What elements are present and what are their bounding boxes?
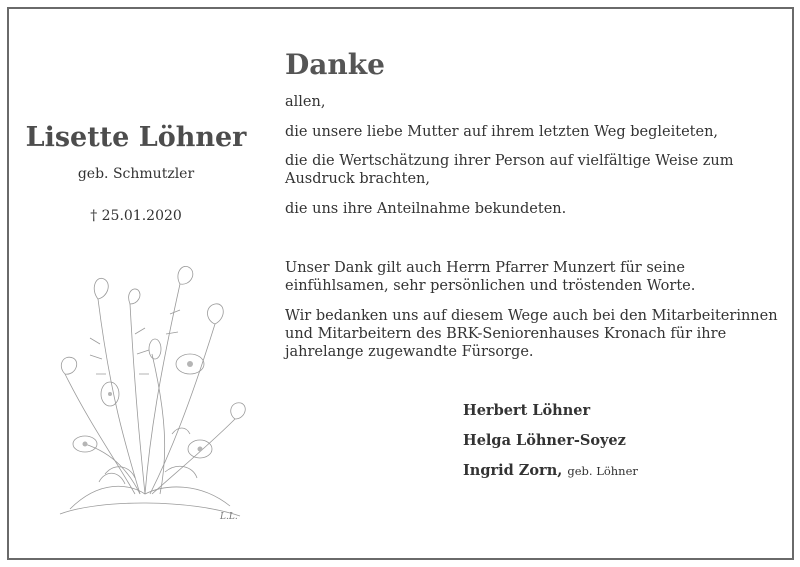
paragraph-2b: und Mitarbeitern des BRK-Seniorenhauses Kronach für ihre — [285, 326, 727, 342]
flower-illustration — [40, 244, 250, 529]
line-2b: Ausdruck brachten, — [285, 171, 430, 187]
notice-heading: Danke — [285, 48, 385, 81]
paragraph-1b: einfühlsamen, sehr persönlichen und tröstenden Worte. — [285, 278, 696, 294]
paragraph-1a: Unser Dank gilt auch Herrn Pfarrer Munzert für seine — [285, 260, 685, 276]
signature-name: Helga Löhner-Soyez — [463, 432, 626, 449]
line-2a: die die Wertschätzung ihrer Person auf vielfältige Weise zum — [285, 153, 734, 169]
birth-name: geb. Schmutzler — [77, 166, 195, 182]
signature-1 — [463, 402, 590, 419]
artist-signature: L.L. — [220, 512, 238, 522]
signature-name: Herbert Löhner — [463, 402, 591, 419]
signature-name: Ingrid Zorn, — [463, 462, 563, 479]
paragraph-2a: Wir bedanken uns auf diesem Wege auch bei den Mitarbeiterinnen — [285, 308, 778, 324]
deceased-panel — [0, 0, 270, 567]
line-allen: allen, — [285, 94, 326, 110]
line-1: die unsere liebe Mutter auf ihrem letzten Weg begleiteten, — [285, 124, 719, 140]
death-date: † 25.01.2020 — [90, 208, 182, 224]
paragraph-2c: jahrelange zugewandte Fürsorge. — [285, 344, 534, 360]
signature-2 — [463, 432, 626, 449]
deceased-name: Lisette Löhner — [25, 122, 247, 153]
signature-3 — [463, 462, 638, 479]
line-3: die uns ihre Anteilnahme bekundeten. — [285, 201, 567, 217]
signature-note: geb. Löhner — [567, 464, 638, 478]
